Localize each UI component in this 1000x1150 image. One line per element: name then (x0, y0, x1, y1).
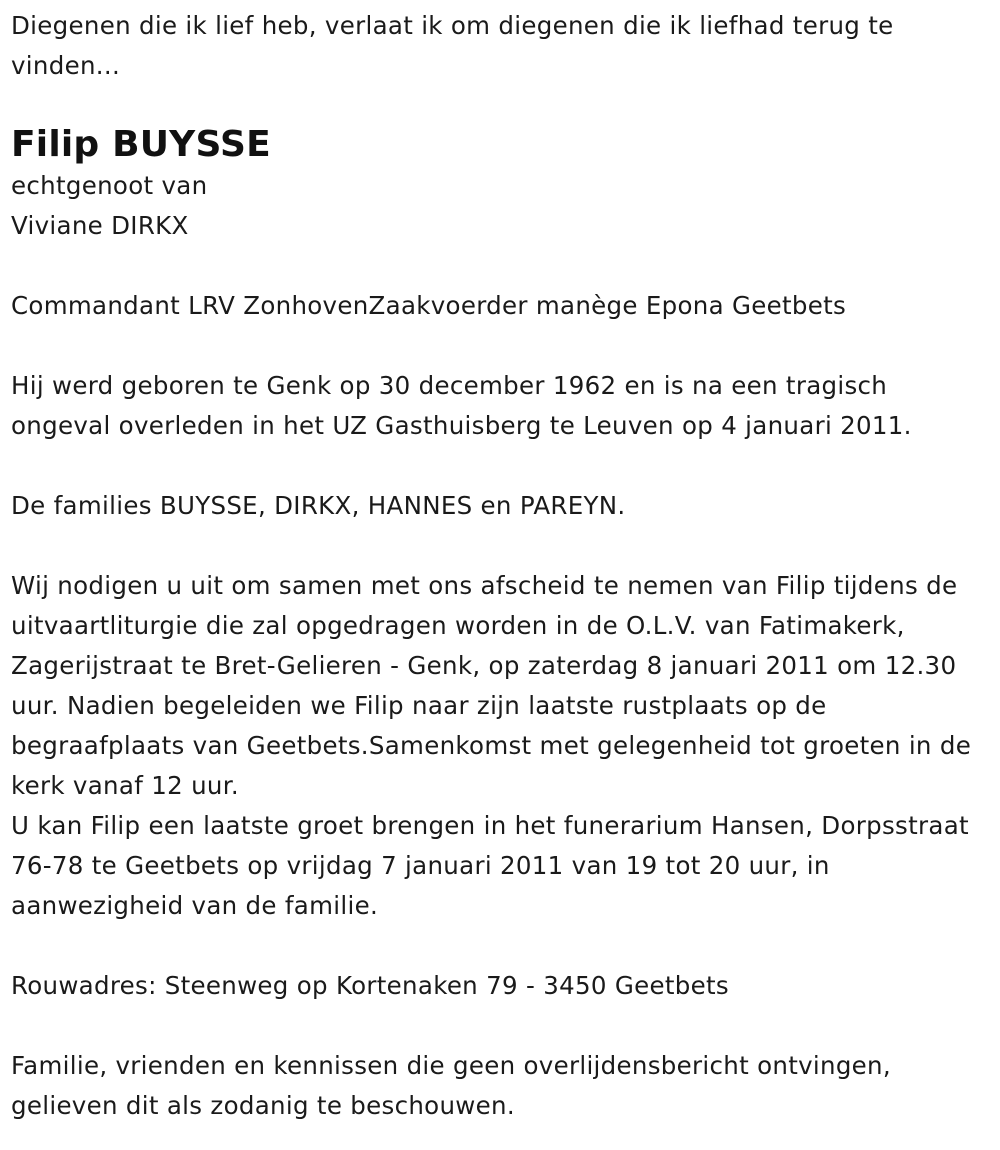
spouse-name: Viviane DIRKX (11, 211, 189, 240)
spacer (11, 526, 990, 566)
spacer (11, 446, 990, 486)
deceased-name: Filip BUYSSE (11, 124, 271, 165)
spacer (11, 326, 990, 366)
opening-quote: Diegenen die ik lief heb, verlaat ik om diegenen die ik liefhad terug te vinden... (11, 11, 894, 80)
spacer (11, 246, 990, 286)
mourning-address: Rouwadres: Steenweg op Kortenaken 79 - 3450 Geetbets (11, 971, 729, 1000)
birth-death-paragraph: Hij werd geboren te Genk op 30 december 1962 en is na een tragisch ongeval overleden in het UZ Gasthuisberg te Leuven op 4 januari 2011. (11, 371, 912, 440)
spacer (11, 1006, 990, 1046)
spacer (11, 926, 990, 966)
closing-note: Familie, vrienden en kennissen die geen overlijdensbericht ontvingen, gelieven dit als zodanig te beschouwen. (11, 1051, 891, 1120)
spouse-label: echtgenoot van (11, 171, 208, 200)
funeral-invitation-paragraph: Wij nodigen u uit om samen met ons afscheid te nemen van Filip tijdens de uitvaartliturgie die zal opgedragen worden in de O.L.V. van Fatimakerk, Zagerijstraat te Bret-Gelieren - Genk, op zaterdag 8 januari 2011 om 12.30 uur. Nadien begeleiden we Filip naar zijn laatste rustplaats op de begraafplaats van Geetbets.Samenkomst met gelegenheid tot groeten in de kerk vanaf 12 uur. (11, 571, 972, 800)
visitation-paragraph: U kan Filip een laatste groet brengen in het funerarium Hansen, Dorpsstraat 76-78 te Geetbets op vrijdag 7 januari 2011 van 19 tot 20 uur, in aanwezigheid van de familie. (11, 811, 969, 920)
families-line: De families BUYSSE, DIRKX, HANNES en PAREYN. (11, 491, 626, 520)
occupation: Commandant LRV ZonhovenZaakvoerder manège Epona Geetbets (11, 291, 847, 320)
